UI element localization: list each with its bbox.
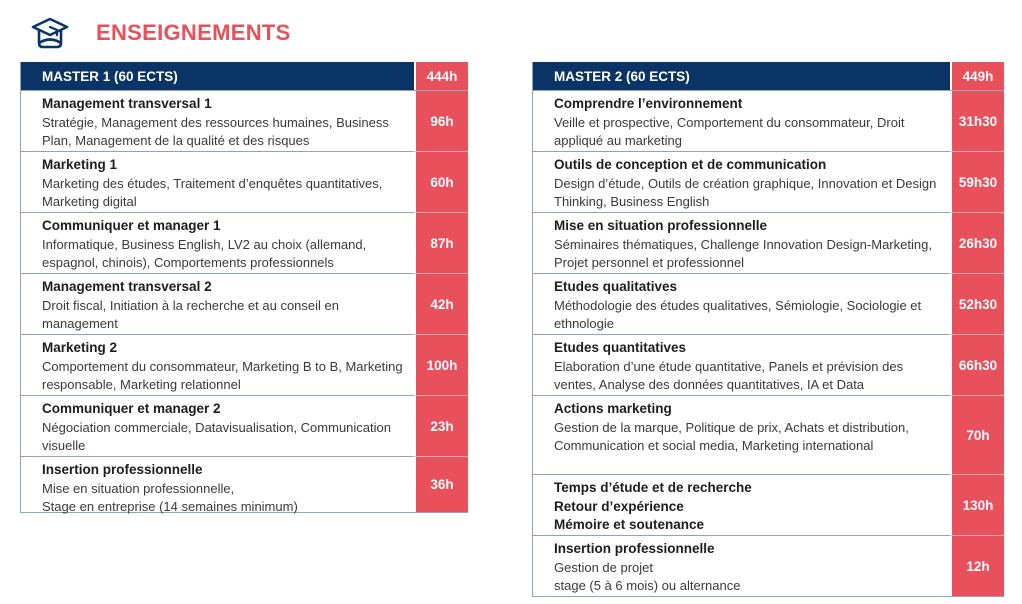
course-cell bbox=[533, 152, 950, 212]
course-description: Design d’étude, Outils de création graphique, Innovation et Design Thinking, Business English bbox=[554, 175, 937, 209]
master1-table bbox=[20, 62, 468, 513]
course-hours: 60h bbox=[414, 151, 468, 212]
course-description: Séminaires thématiques, Challenge Innovation Design-Marketing, Projet personnel et professionnel bbox=[554, 236, 932, 270]
course-row bbox=[21, 151, 468, 212]
master2-header bbox=[533, 62, 1004, 90]
master1-header bbox=[21, 62, 468, 90]
course-hours: 96h bbox=[414, 91, 468, 151]
course-description: Marketing des études, Traitement d’enquêtes quantitatives, Marketing digital bbox=[42, 175, 383, 209]
course-description: Elaboration d’une étude quantitative, Panels et prévision des ventes, Analyse des données quantitatives, IA et Data bbox=[554, 358, 904, 392]
course-row bbox=[21, 273, 468, 334]
page-title: ENSEIGNEMENTS bbox=[96, 20, 291, 45]
course-hours: 31h30 bbox=[950, 91, 1004, 151]
course-row bbox=[533, 212, 1004, 273]
course-description: Gestion de la marque, Politique de prix, Achats et distribution, Communication et social media, Marketing international bbox=[554, 419, 909, 453]
page-header bbox=[30, 16, 291, 50]
course-name: Mise en situation professionnelle bbox=[554, 218, 768, 233]
course-row bbox=[21, 212, 468, 273]
course-row bbox=[533, 90, 1004, 151]
course-cell bbox=[533, 91, 950, 151]
course-cell bbox=[21, 213, 414, 273]
course-name: Management transversal 1 bbox=[42, 96, 212, 111]
course-hours: 12h bbox=[950, 535, 1004, 596]
course-name: Temps d’étude et de recherche Retour d’expérience Mémoire et soutenance bbox=[554, 480, 752, 532]
course-cell bbox=[533, 536, 950, 596]
course-row bbox=[21, 334, 468, 395]
course-hours: 87h bbox=[414, 212, 468, 273]
course-description: Stratégie, Management des ressources humaines, Business Plan, Management de la qualité et des risques bbox=[42, 114, 389, 148]
course-hours: 52h30 bbox=[950, 273, 1004, 334]
course-name: Marketing 2 bbox=[42, 340, 118, 355]
course-row bbox=[533, 151, 1004, 212]
course-description: Méthodologie des études qualitatives, Sémiologie, Sociologie et ethnologie bbox=[554, 297, 922, 331]
master1-total-hours: 444h bbox=[414, 62, 468, 90]
course-hours: 36h bbox=[414, 456, 468, 512]
course-name: Etudes qualitatives bbox=[554, 279, 678, 294]
course-cell bbox=[21, 91, 414, 151]
course-name: Etudes quantitatives bbox=[554, 340, 687, 355]
course-hours: 130h bbox=[950, 474, 1004, 535]
course-description: Informatique, Business English, LV2 au choix (allemand, espagnol, chinois), Comportements professionnels bbox=[42, 236, 367, 270]
course-row bbox=[533, 535, 1004, 596]
course-hours: 23h bbox=[414, 395, 468, 456]
course-row bbox=[21, 456, 468, 512]
course-cell bbox=[21, 396, 414, 456]
course-cell bbox=[21, 152, 414, 212]
course-cell bbox=[533, 396, 950, 474]
course-hours: 100h bbox=[414, 334, 468, 395]
course-description: Gestion de projet stage (5 à 6 mois) ou alternance bbox=[554, 559, 741, 593]
course-row bbox=[533, 474, 1004, 535]
course-description: Mise en situation professionnelle, Stage en entreprise (14 semaines minimum) bbox=[42, 480, 298, 514]
course-description: Négociation commerciale, Datavisualisation, Communication visuelle bbox=[42, 419, 391, 453]
master2-title: MASTER 2 (60 ECTS) bbox=[533, 62, 950, 90]
course-cell bbox=[533, 475, 950, 535]
course-cell bbox=[533, 213, 950, 273]
course-name: Communiquer et manager 2 bbox=[42, 401, 221, 416]
course-name: Comprendre l’environnement bbox=[554, 96, 743, 111]
course-row bbox=[533, 273, 1004, 334]
course-cell bbox=[21, 274, 414, 334]
course-cell bbox=[21, 335, 414, 395]
course-row bbox=[21, 395, 468, 456]
master2-table bbox=[532, 62, 1004, 597]
course-name: Insertion professionnelle bbox=[42, 462, 203, 477]
course-name: Communiquer et manager 1 bbox=[42, 218, 221, 233]
course-description: Droit fiscal, Initiation à la recherche et au conseil en management bbox=[42, 297, 339, 331]
graduation-cap-icon bbox=[30, 16, 70, 50]
course-name: Actions marketing bbox=[554, 401, 672, 416]
course-name: Management transversal 2 bbox=[42, 279, 212, 294]
master2-total-hours: 449h bbox=[950, 62, 1004, 90]
course-row bbox=[21, 90, 468, 151]
course-hours: 70h bbox=[950, 395, 1004, 474]
master1-title: MASTER 1 (60 ECTS) bbox=[21, 62, 414, 90]
course-name: Outils de conception et de communication bbox=[554, 157, 827, 172]
course-cell bbox=[533, 335, 950, 395]
course-hours: 42h bbox=[414, 273, 468, 334]
course-name: Insertion professionnelle bbox=[554, 541, 715, 556]
course-hours: 59h30 bbox=[950, 151, 1004, 212]
course-hours: 66h30 bbox=[950, 334, 1004, 395]
course-hours: 26h30 bbox=[950, 212, 1004, 273]
course-row bbox=[533, 334, 1004, 395]
course-description: Comportement du consommateur, Marketing B to B, Marketing responsable, Marketing relationnel bbox=[42, 358, 403, 392]
course-cell bbox=[21, 457, 414, 512]
course-row bbox=[533, 395, 1004, 474]
course-cell bbox=[533, 274, 950, 334]
course-description: Veille et prospective, Comportement du consommateur, Droit appliqué au marketing bbox=[554, 114, 905, 148]
course-name: Marketing 1 bbox=[42, 157, 118, 172]
